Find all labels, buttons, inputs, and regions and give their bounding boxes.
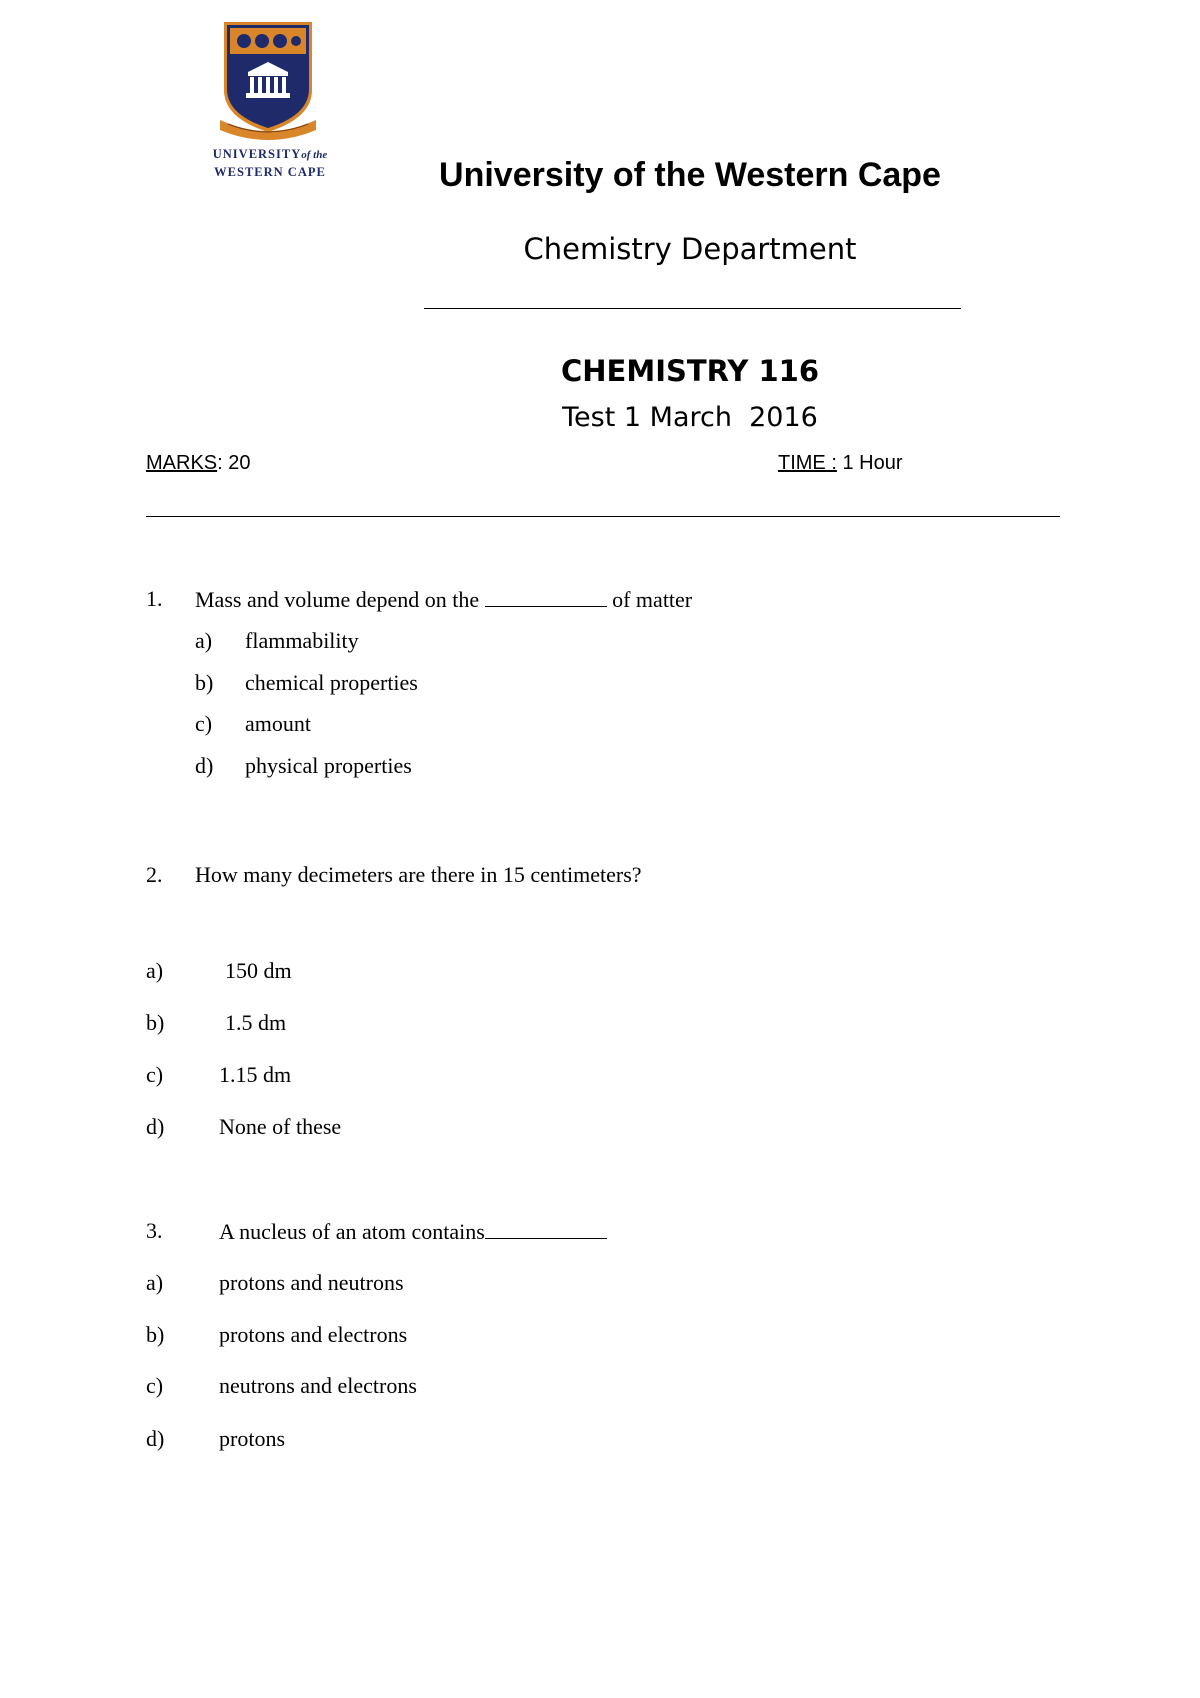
question-1-text-after: of matter <box>612 587 693 612</box>
logo-line-1-suffix: of the <box>301 149 328 161</box>
university-title: University of the Western Cape <box>439 156 941 194</box>
option-label: a) <box>146 1270 164 1295</box>
option-text: chemical properties <box>245 670 418 695</box>
header-divider <box>424 308 961 309</box>
question-3-text-before: A nucleus of an atom contains <box>219 1219 485 1244</box>
option-text: 150 dm <box>225 958 292 983</box>
answer-blank <box>485 1218 607 1239</box>
time-label: TIME : <box>778 452 837 474</box>
logo-line-2: WESTERN CAPE <box>214 165 326 179</box>
marks-label: MARKS <box>146 452 218 474</box>
question-2-text: How many decimeters are there in 15 centimeters? <box>195 862 642 887</box>
time-value: 1 Hour <box>836 452 903 474</box>
option-text: protons <box>219 1426 285 1451</box>
marks-value: : 20 <box>217 452 251 474</box>
option-label: a) <box>146 958 164 983</box>
option-label: d) <box>146 1426 165 1451</box>
time-info <box>778 452 902 475</box>
department-title: Chemistry Department <box>523 232 857 266</box>
option-label: c) <box>146 1062 164 1087</box>
option-label: d) <box>146 1114 165 1139</box>
option-text: 1.5 dm <box>225 1010 287 1035</box>
question-1-number: 1. <box>146 586 163 611</box>
option-text: protons and electrons <box>219 1322 408 1347</box>
option-text: flammability <box>245 628 359 653</box>
option-text: 1.15 dm <box>219 1062 292 1087</box>
option-label: c) <box>146 1373 164 1398</box>
option-text: physical properties <box>245 753 412 778</box>
university-crest-logo <box>218 20 318 144</box>
answer-blank <box>485 586 607 607</box>
section-divider <box>146 516 1060 517</box>
option-label: a) <box>195 628 213 653</box>
option-label: b) <box>195 670 214 695</box>
option-text: neutrons and electrons <box>219 1373 417 1398</box>
question-1-text-before: Mass and volume depend on the <box>195 587 480 612</box>
question-1-text <box>195 586 692 613</box>
question-3-number: 3. <box>146 1218 163 1243</box>
marks-info <box>146 452 250 475</box>
option-label: d) <box>195 753 214 778</box>
question-3-text <box>219 1218 607 1245</box>
option-text: amount <box>245 711 311 736</box>
option-label: c) <box>195 711 213 736</box>
option-label: b) <box>146 1010 165 1035</box>
option-text: protons and neutrons <box>219 1270 404 1295</box>
test-date: Test 1 March 2016 <box>562 402 818 433</box>
university-logo-wordmark <box>190 146 350 181</box>
question-2-number: 2. <box>146 862 163 887</box>
option-label: b) <box>146 1322 165 1347</box>
logo-line-1: UNIVERSITY <box>212 147 302 161</box>
course-title: CHEMISTRY 116 <box>560 354 820 388</box>
option-text: None of these <box>219 1114 342 1139</box>
